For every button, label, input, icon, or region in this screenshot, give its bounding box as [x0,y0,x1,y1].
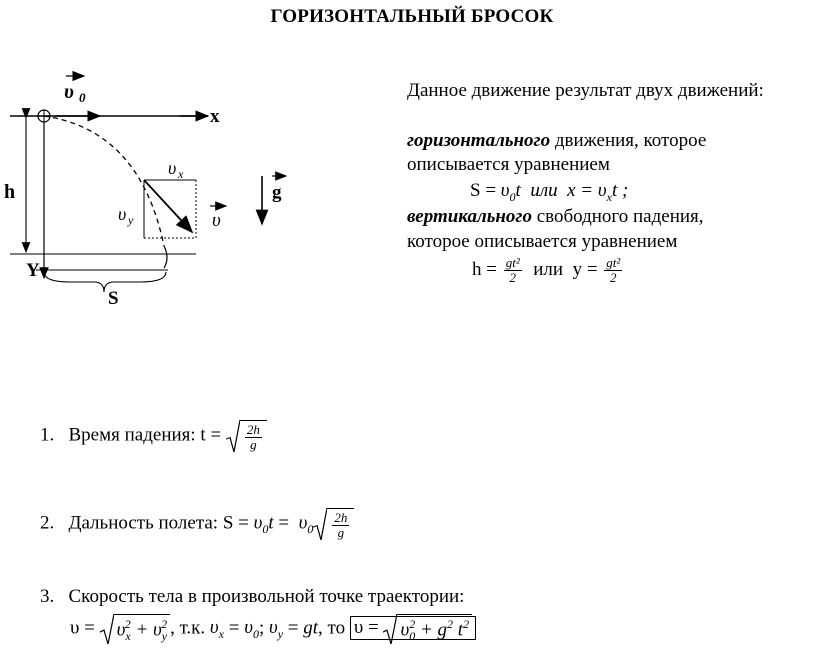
vy-label: υ [118,204,127,224]
sqrt-range: $\frac{2h}{g}$ [313,508,354,540]
trajectory-diagram [0,60,360,320]
speed-formula-line: υ = $\upsilon_x^2 + \upsilon_y^2$ , т.к. $\upsilon_x = \upsilon_0$; $\upsilon_y$ = gt, то υ = $\upsilon_0^2 + g^2$ $t^2$ [70,614,476,644]
vx-sub: x [178,167,184,181]
horizontal-equation: $S = \upsilon_0t$ или $x = \upsilon_xt$ ; [470,180,629,204]
v-label: υ [212,210,221,231]
item-fall-time: 1. Время падения: t = $\frac{2h}{g}$ [40,420,267,452]
item-speed: 3. Скорость тела в произвольной точке траектории: [40,586,465,607]
vertical-term: вертикального [407,206,532,227]
vertical-motion-line2: которое описывается уравнением [407,231,678,252]
page-title: ГОРИЗОНТАЛЬНЫЙ БРОСОК [270,6,554,27]
sqrt-fall-time: $\frac{2h}{g}$ [226,420,267,452]
v0-sub: 0 [79,90,86,105]
vx-label: υ [168,158,177,178]
s-label: S [108,288,119,309]
item-range: 2. Дальность полета: $S = \upsilon_0t = \upsilon_0$ $\frac{2h}{g}$ [40,508,354,540]
fraction-h: $\frac{\text{gt²}}{2}$ [505,255,520,285]
h-label: h [4,181,16,203]
horizontal-term: горизонтального [407,130,551,151]
g-label: g [272,182,282,203]
fraction-y: $\frac{\text{gt²}}{2}$ [606,255,621,285]
sqrt-speed-components: $\upsilon_x^2 + \upsilon_y^2$ [100,614,170,644]
velocity-arrow [144,180,192,232]
final-speed-formula: υ = $\upsilon_0^2 + g^2$ $t^2$ [350,616,476,640]
y-axis-label: Y [26,260,40,281]
horizontal-motion-line2: описывается уравнением [407,154,610,175]
intro-line: Данное движение результат двух движений: [407,80,764,101]
vy-sub: y [128,213,134,227]
vertical-equation: h = $\frac{\text{gt²}}{2}$ или y = $\frac{\text{gt²}}{2}$ [472,255,621,285]
x-axis-label: x [210,106,220,127]
s-brace [44,272,166,292]
horizontal-motion-line: горизонтального движения, которое [407,130,707,151]
v0-label: υ [64,81,74,103]
vertical-motion-line: вертикального свободного падения, [407,206,704,227]
